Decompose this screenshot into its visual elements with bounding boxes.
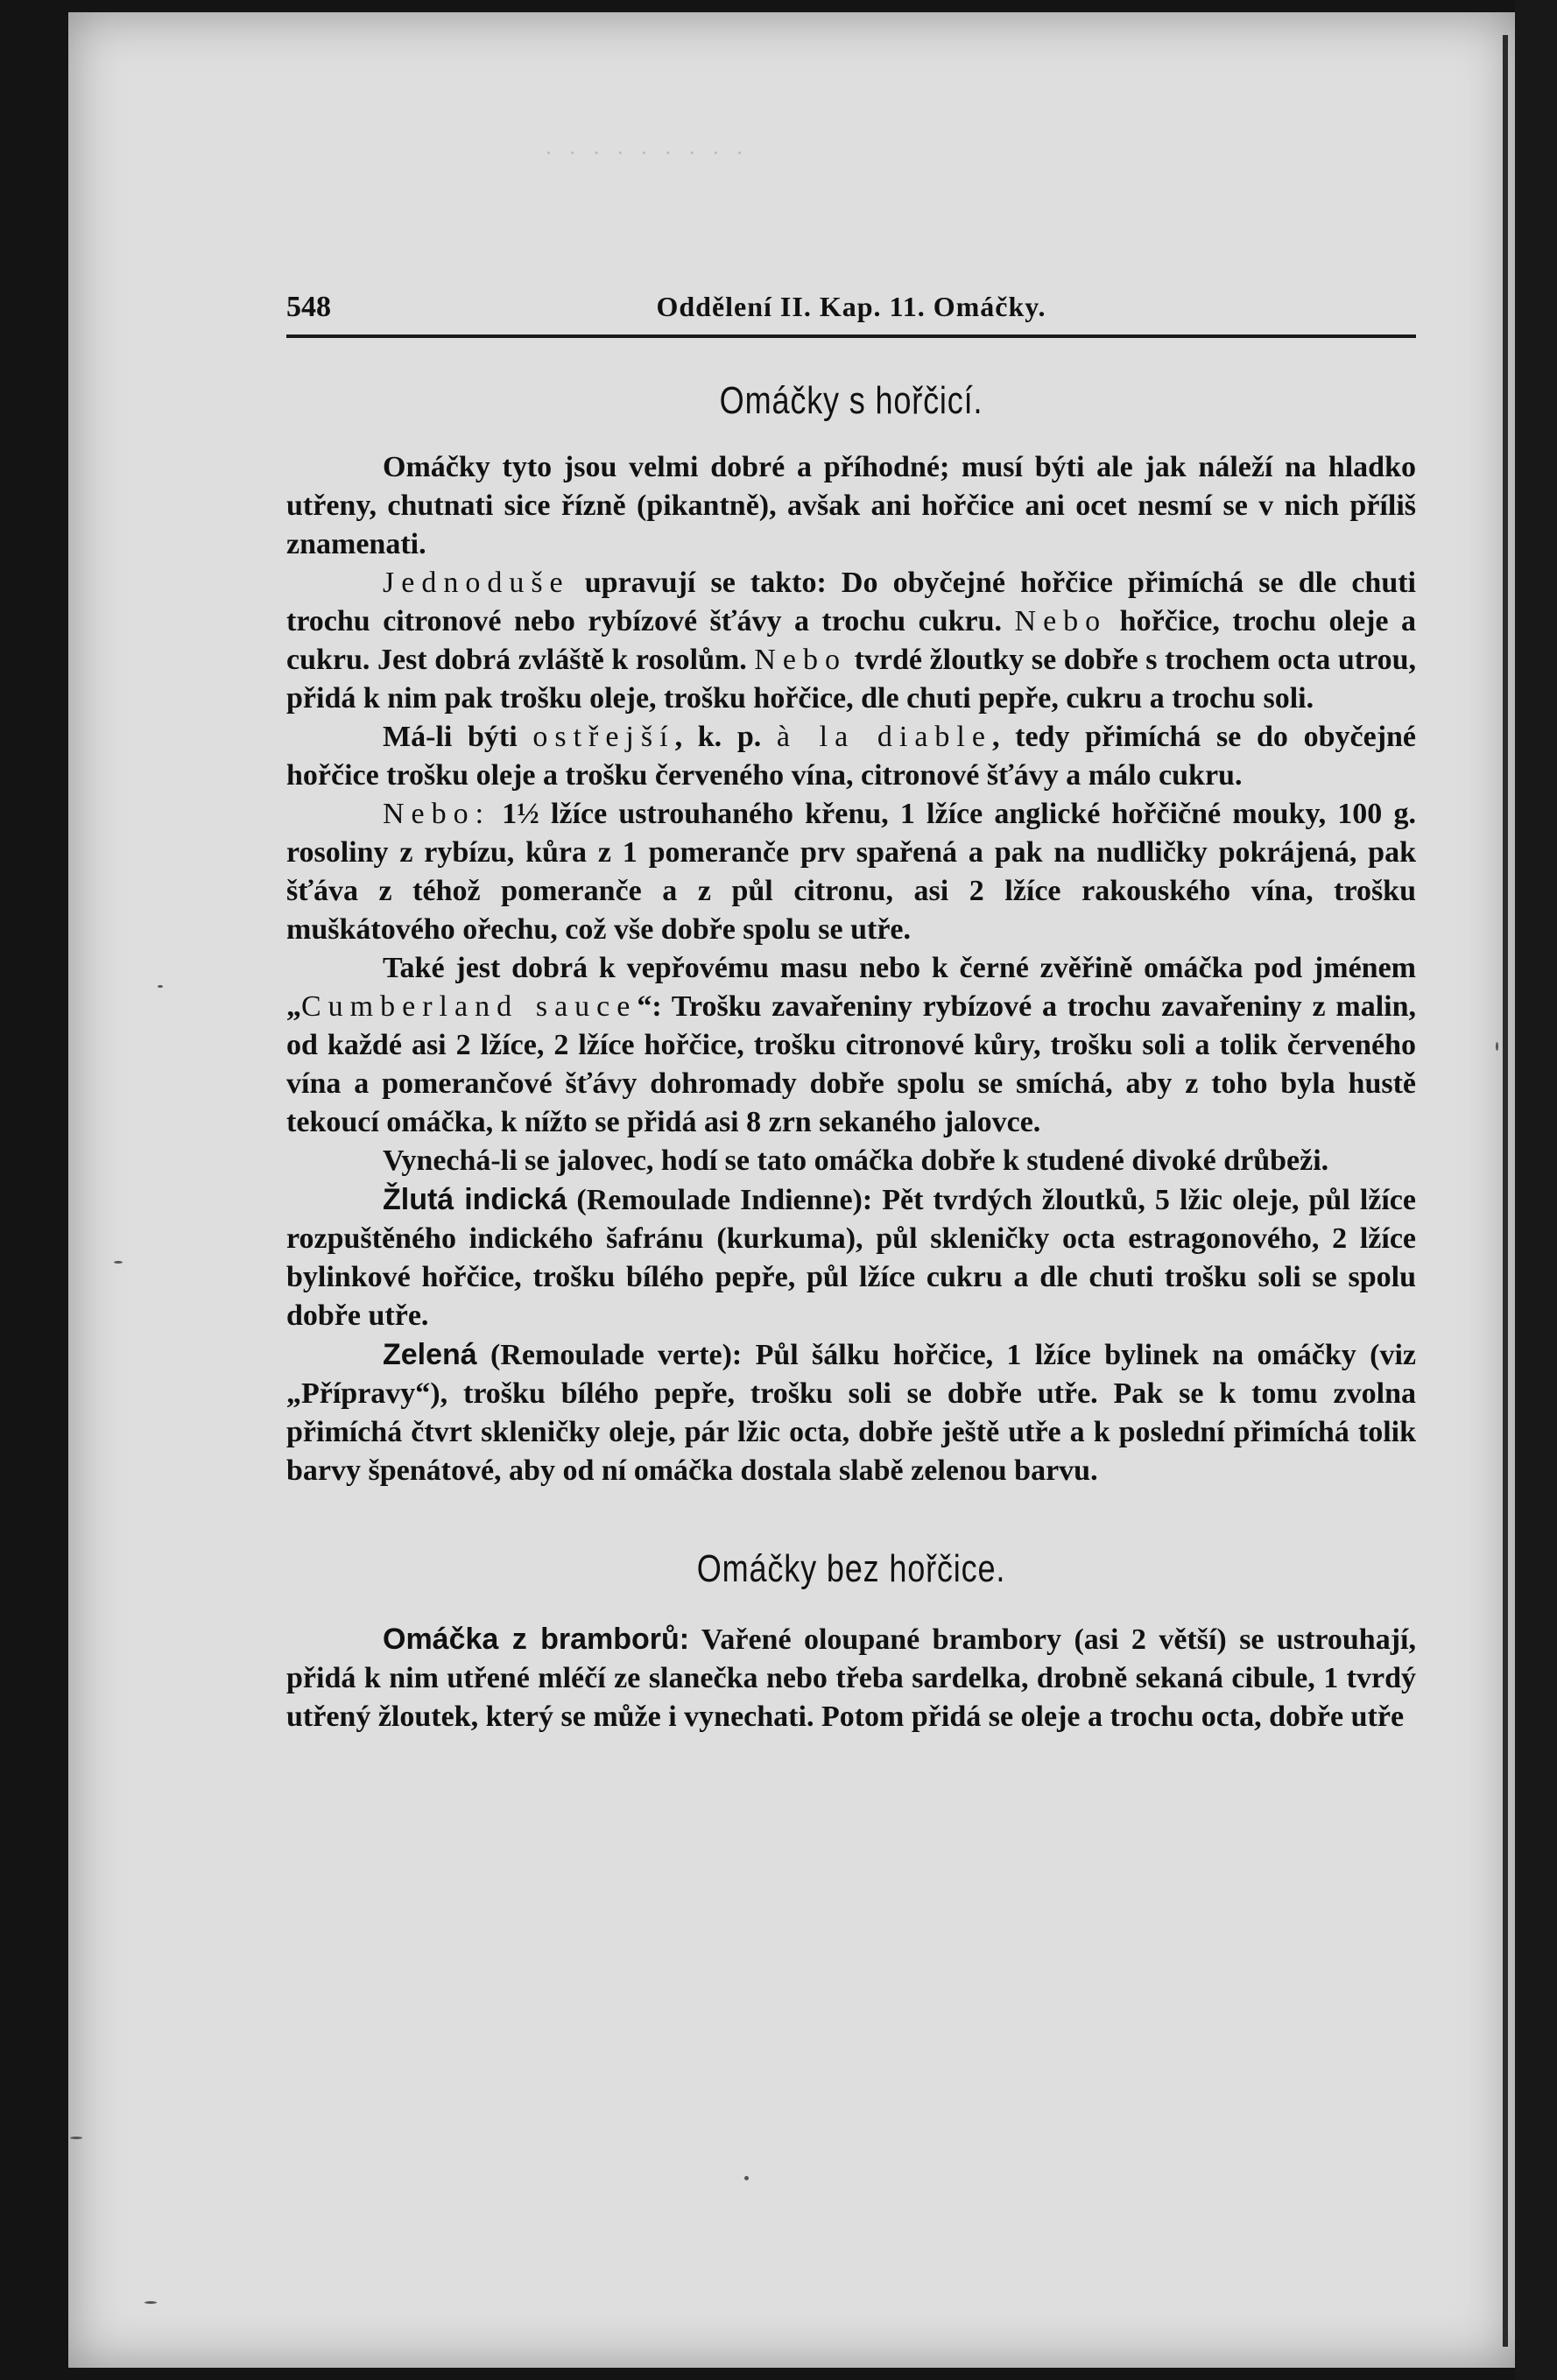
paragraph-text: Také jest dobrá k vepřovému masu nebo k černé zvěřině omáčka pod jménem „ [286,952,1416,1023]
paragraph-text: , tedy přimíchá se do obyčejné hořčice trošku oleje a trošku červeného vína, citronové šťávy a málo cukru. [286,721,1417,792]
spaced-term: ostřejší [532,721,675,753]
paragraph-text: Vynechá-li se jalovec, hodí se tato omáčka dobře k studené divoké drůbeži. [383,1144,1329,1177]
spaced-term: à la diable [776,721,992,753]
scan-border [1515,0,1557,2380]
recipe-name: Žlutá indická [383,1183,567,1216]
paragraph-text: upravují se takto: Do obyčejné hořčice přimíchá se dle chuti trochu citronové nebo rybízové šťávy a trochu cukru. [286,567,1416,637]
paragraph-text: “: Trošku zavařeniny rybízové a trochu zavařeniny z malin, od každé asi 2 lžíce, 2 lžíce hořčice, trošku citronové kůry, trošku soli a tolik červeného vína a pomerančové šťávy dohromady dobře spolu se smíchá, aby z toho byla hustě tekoucí omáčka, k nížto se přidá asi 8 zrn sekaného jalovce. [286,990,1417,1138]
paragraph [286,1142,1416,1180]
spaced-term: Jednoduše [383,567,570,599]
paragraph-text: Vařené oloupané brambory (asi 2 větší) se ustrouhají, přidá k nim utřené mléčí ze slanečka nebo třeba sardelka, drobně sekaná cibule, 1 tvrdý utřený žloutek, který se může i vynechati. Potom přidá se oleje a trochu octa, dobře utře [286,1623,1416,1733]
paragraph [286,448,1416,564]
paragraph [286,718,1416,795]
paragraph [286,1335,1416,1490]
paragraph [286,1180,1416,1335]
header-rule [286,334,1416,338]
recipe-name: Zelená [383,1338,477,1371]
spaced-term: Nebo: [383,798,491,830]
scan-speck [144,2301,157,2304]
paragraph-text: 1½ lžíce ustrouhaného křenu, 1 lžíce anglické hořčičné mouky, 100 g. rosoliny z rybízu, kůra z 1 pomeranče prv spařená a pak na nudličky pokrájená, pak šťáva z téhož pomeranče a z půl citronu, asi 2 lžíce rakouského vína, trošku muškátového ořechu, což vše dobře spolu se utře. [286,798,1416,946]
paragraph-text: Má-li býti [383,721,533,753]
paragraph-text: (Remoulade Indienne): Pět tvrdých žloutků, 5 lžic oleje, půl lžíce rozpuštěného indického šafránu (kurkuma), půl skleničky octa estragonového, 2 lžíce bylinkové hořčice, trošku bílého pepře, půl lžíce cukru a dle chuti trošku soli se spolu dobře utře. [286,1184,1416,1332]
page-header [286,291,1416,334]
running-head: Oddělení II. Kap. 11. Omáčky. [656,291,1046,322]
section-title-mustard: Omáčky s hořčicí. [719,379,983,422]
section-title-no-mustard: Omáčky bez hořčice. [696,1547,1006,1590]
bleed-through-text: ˙ ˙ ˙ ˙ ˙ ˙ ˙ ˙ ˙ [543,149,749,175]
spaced-term: Cumberland sauce [301,990,638,1023]
page-body [286,377,1416,1736]
page-edge-shadow [1503,35,1508,2347]
paragraph-text: Omáčky tyto jsou velmi dobré a příhodné; musí býti ale jak náleží na hladko utřeny, chutnati sice řízně (pikantně), avšak ani hořčice ani ocet nesmí se v nich příliš znamenati. [286,451,1416,560]
spaced-term: Nebo [754,644,848,676]
scan-speck [1496,1042,1498,1051]
recipe-name: Omáčka z bramborů: [383,1623,690,1656]
paragraph [286,1620,1416,1736]
scan-speck [744,2176,749,2180]
spaced-term: Nebo [1014,605,1108,637]
paragraph [286,795,1416,949]
paragraph-text: (Remoulade verte): Půl šálku hořčice, 1 lžíce bylinek na omáčky (viz „Přípravy“), trošku bílého pepře, trošku soli se dobře utře. Pak se k tomu zvolna přimíchá čtvrt skleničky oleje, pár lžic octa, dobře ještě utře a k poslední přimíchá tolik barvy špenátové, aby od ní omáčka dostala slabě zelenou barvu. [286,1339,1416,1487]
paragraph-text: , k. p. [674,721,777,753]
paragraph-text: hořčice, trochu oleje a cukru. Jest dobrá zvláště k rosolům. [286,605,1416,676]
paragraph [286,564,1416,718]
scan-speck [158,985,163,988]
paragraph [286,949,1416,1142]
page-number: 548 [286,291,331,323]
scan-speck [114,1261,123,1264]
paragraph-text: tvrdé žloutky se dobře s trochem octa utrou, přidá k nim pak trošku oleje, trošku hořčice, dle chuti pepře, cukru a trochu soli. [286,644,1416,715]
scan-speck [70,2137,82,2139]
